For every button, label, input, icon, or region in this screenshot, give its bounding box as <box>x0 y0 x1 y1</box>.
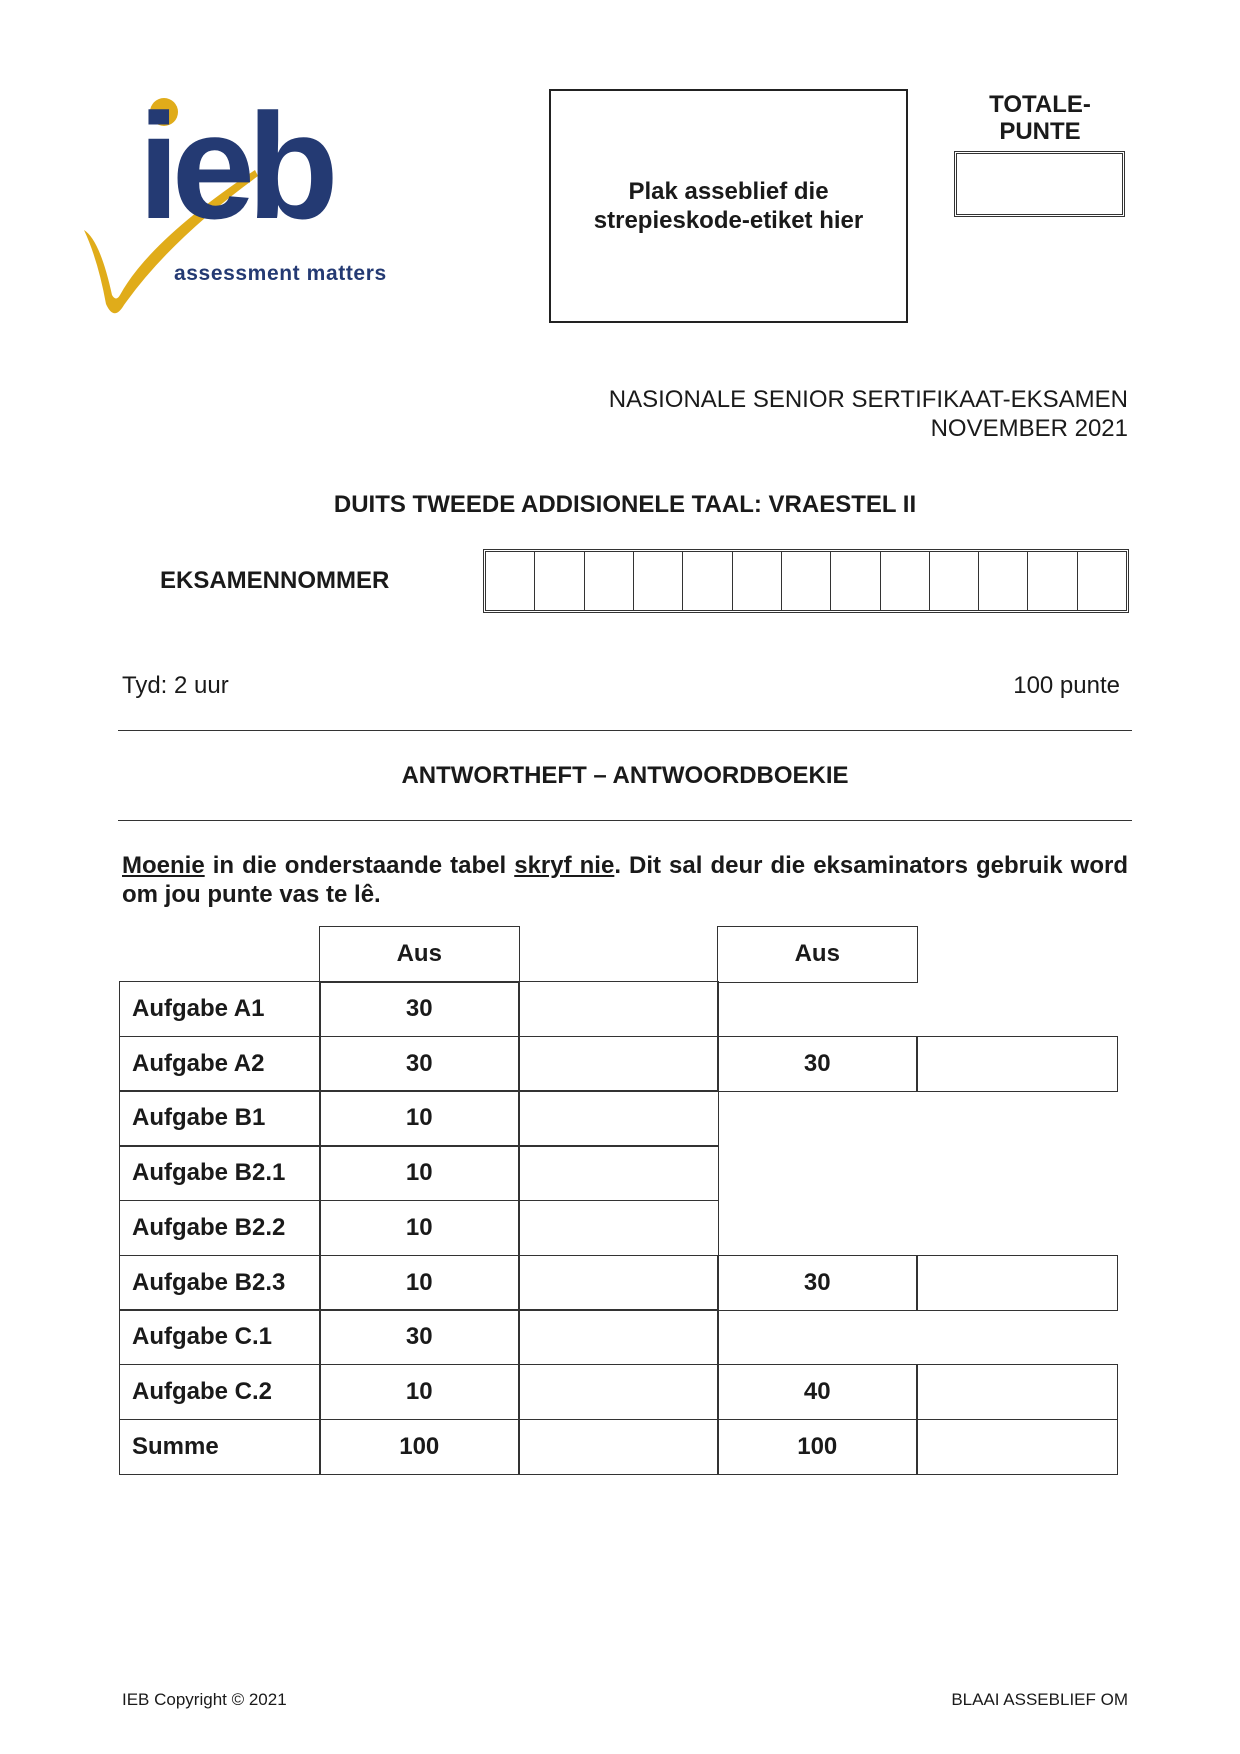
table-row-label: Aufgabe C.1 <box>119 1309 321 1365</box>
table-row-out: 100 <box>319 1419 520 1475</box>
exam-number-digit-box[interactable] <box>881 552 930 610</box>
subject-title: DUITS TWEEDE ADDISIONELE TAAL: VRAESTEL II <box>333 491 917 518</box>
table-row-label: Summe <box>119 1419 321 1475</box>
barcode-label-box <box>549 89 908 323</box>
exam-time: Tyd: 2 uur <box>122 672 229 699</box>
table-row-score-cell[interactable] <box>518 1090 719 1146</box>
header-out-section: Aus <box>717 926 918 983</box>
exam-number-digit-box[interactable] <box>486 552 535 610</box>
instruction-segment-4: . Dit sal deur die eksaminators gebruik word om jou punte vas te lê. <box>122 852 1129 908</box>
exam-number-digit-box[interactable] <box>831 552 880 610</box>
table-row-label: Aufgabe A2 <box>119 1036 321 1092</box>
table-row-label: Aufgabe B2.2 <box>119 1200 321 1256</box>
total-points-box[interactable] <box>954 151 1125 217</box>
table-row-out: 30 <box>319 1036 520 1092</box>
exam-number-digit-box[interactable] <box>683 552 732 610</box>
exam-number-digit-box[interactable] <box>1078 552 1126 610</box>
section-total-score-cell[interactable] <box>916 1364 1118 1420</box>
exam-number-digit-box[interactable] <box>930 552 979 610</box>
table-row-label: Aufgabe B2.3 <box>119 1255 321 1311</box>
table-row-label: Aufgabe C.2 <box>119 1364 321 1420</box>
exam-number-digit-box[interactable] <box>733 552 782 610</box>
table-row-out: 10 <box>319 1145 520 1201</box>
footer-copyright: IEB Copyright © 2021 <box>122 1690 287 1709</box>
table-row-score-cell[interactable] <box>518 1036 719 1092</box>
exam-number-digit-box[interactable] <box>782 552 831 610</box>
table-row-score-cell[interactable] <box>518 1364 719 1420</box>
table-row-score-cell[interactable] <box>518 1255 719 1311</box>
table-row-label: Aufgabe A1 <box>119 981 321 1037</box>
section-total-score-cell[interactable] <box>916 1036 1118 1092</box>
table-row-label: Aufgabe B1 <box>119 1090 321 1146</box>
exam-title: NASIONALE SENIOR SERTIFIKAAT-EKSAMEN <box>608 386 1128 413</box>
divider-top <box>118 730 1132 731</box>
table-row-score-cell[interactable] <box>518 1145 719 1201</box>
section-total-out: 30 <box>717 1036 918 1092</box>
exam-date: NOVEMBER 2021 <box>930 415 1128 442</box>
table-row-score-cell[interactable] <box>518 1200 719 1256</box>
table-row-score-cell[interactable] <box>518 981 719 1037</box>
exam-number-input[interactable] <box>483 549 1129 613</box>
instruction-segment-2: in die onderstaande tabel <box>204 852 515 879</box>
exam-number-digit-box[interactable] <box>535 552 584 610</box>
section-column-edge <box>717 1309 718 1364</box>
exam-number-digit-box[interactable] <box>585 552 634 610</box>
instruction-text <box>122 851 1128 909</box>
exam-number-digit-box[interactable] <box>634 552 683 610</box>
logo-tagline: assessment matters <box>174 262 387 285</box>
table-row-out: 30 <box>319 1309 520 1365</box>
table-row-out: 10 <box>319 1090 520 1146</box>
booklet-title: ANTWORTHEFT – ANTWOORDBOEKIE <box>401 762 849 789</box>
total-points-label <box>955 91 1125 145</box>
section-total-out: 40 <box>717 1364 918 1420</box>
barcode-instruction: Plak asseblief die strepieskode-etiket hier <box>593 178 864 234</box>
table-row-out: 10 <box>319 1200 520 1256</box>
header-out: Aus <box>319 926 520 983</box>
total-points-text: TOTALE-PUNTE <box>989 91 1091 145</box>
section-total-out: 30 <box>717 1255 918 1311</box>
exam-marks: 100 punte <box>1013 672 1120 699</box>
table-row-out: 10 <box>319 1364 520 1420</box>
section-total-out: 100 <box>717 1419 918 1475</box>
exam-number-digit-box[interactable] <box>979 552 1028 610</box>
section-total-score-cell[interactable] <box>916 1255 1118 1311</box>
instruction-emphasis-1: Moenie <box>122 852 205 879</box>
instruction-emphasis-2: skryf nie <box>514 852 615 879</box>
logo-wordmark: ieb <box>138 90 331 250</box>
exam-number-digit-box[interactable] <box>1028 552 1077 610</box>
table-row-out: 10 <box>319 1255 520 1311</box>
section-total-score-cell[interactable] <box>916 1419 1118 1475</box>
table-row-score-cell[interactable] <box>518 1309 719 1365</box>
table-row-score-cell[interactable] <box>518 1419 719 1475</box>
divider-bottom <box>118 820 1132 821</box>
footer-turn-page: BLAAI ASSEBLIEF OM <box>951 1690 1128 1709</box>
section-column-edge <box>717 981 718 1036</box>
table-row-label: Aufgabe B2.1 <box>119 1145 321 1201</box>
table-row-out: 30 <box>319 981 520 1037</box>
exam-number-label: EKSAMENNOMMER <box>160 567 390 594</box>
